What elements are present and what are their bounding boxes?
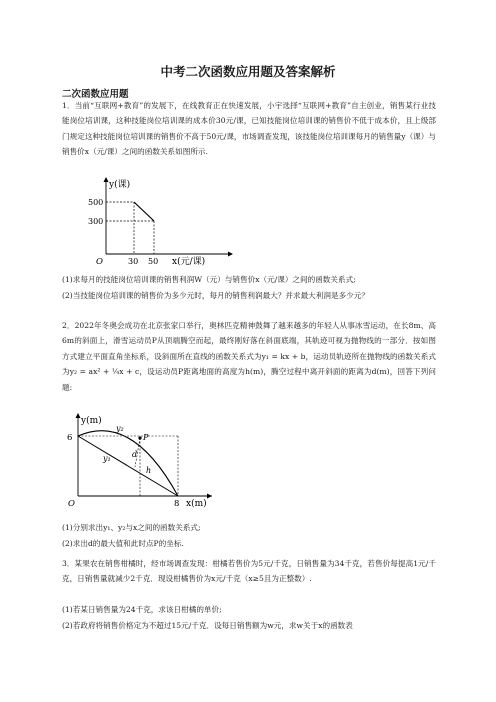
fig1-x-tick-50: 50 xyxy=(148,257,159,266)
fig2-y-tick-6: 6 xyxy=(67,433,73,443)
fig1-graph xyxy=(86,176,236,270)
section-heading: 二次函数应用题 xyxy=(62,89,129,100)
fig2-x-label: x(m) xyxy=(186,499,207,509)
fig2-y1-label: y₁ xyxy=(103,454,111,463)
fig1-x-label: x(元/课) xyxy=(172,257,206,267)
fig1-y-tick-500: 500 xyxy=(88,198,104,207)
fig2-h-label: h xyxy=(146,466,152,475)
fig2-graph xyxy=(60,412,220,512)
q1-sub1: (1)求每月的技能岗位培训课的销售利润W（元）与销售价x（元/课）之间的函数关系式; xyxy=(62,275,356,284)
fig2-y2-label: y₂ xyxy=(116,424,124,433)
fig1-y-tick-300: 300 xyxy=(88,217,104,226)
q1-stem: 1．当前“互联网+教育”的发展下，在线教育正在快速发展，小宇选择“互联网+教育”自主创业，销售某行业技能岗位培训课，这种技能岗位培训课的成本价30元/课，已知技能岗位培训课的销售价不低于成本价，且上级部门规定这种技能岗位培训课的销售价不高于50元/课，市场调查发现，该技能岗位培训课每月的销售量y（课）与销售价x（元/课）之间的函数关系如图所示. xyxy=(62,101,436,157)
fig2-parabola xyxy=(78,431,178,496)
q2-stem: 2．2022年冬奥会成功在北京张家口举行，奥林匹克精神鼓舞了越来越多的年轻人从事冰雪运动，在长8m、高6m的斜面上，滑雪运动员P从顶端腾空而起，最终刚好落在斜面底端，其轨迹可视为抛物线的一部分．按如图方式建立平面直角坐标系，设斜面所在直线的函数关系式为y₁ = kx + b，运动员轨迹所在抛物线的函数关系式为y₂ = ax² + ¼x + c，设运动员P距离地面的高度为h(m)，腾空过程中离开斜面的距离为d(m)，回答下列问题: xyxy=(62,321,436,392)
q2-sub1: (1)分别求出y₁、y₂与x之间的函数关系式; xyxy=(62,523,201,532)
fig2-point-P xyxy=(138,436,141,439)
q1-sub2: (2)当技能岗位培训课的销售价为多少元时，每月的销售利润最大？并求最大利润是多少元？ xyxy=(62,291,369,300)
fig2-x-tick-8: 8 xyxy=(174,499,180,509)
fig1-x-tick-30: 30 xyxy=(128,257,139,266)
q3-stem: 3．某果农在销售柑橘时，经市场调查发现：柑橘若售价为5元/千克，日销售量为34千克，若售价每提高1元/千克，日销售量就减少2千克．现设柑橘售价为x元/千克（x≥5且为正整数）. xyxy=(62,559,436,584)
q2-sub2: (2)求出d的最大值和此时点P的坐标. xyxy=(62,539,184,548)
fig2-origin: O xyxy=(68,499,75,509)
fig2-d-label: d xyxy=(132,450,138,459)
fig1-line-segment xyxy=(134,202,154,221)
fig1-y-label: y(课) xyxy=(109,180,131,190)
q3-sub1: (1)若某日销售量为24千克，求该日柑橘的单价; xyxy=(62,605,222,614)
fig1-origin: O xyxy=(96,257,103,267)
fig2-P-label: P xyxy=(143,433,149,442)
page-title: 中考二次函数应用题及答案解析 xyxy=(160,64,336,79)
q3-sub2: (2)若政府将销售价格定为不超过15元/千克．设每日销售额为w元，求w关于x的函数表 xyxy=(62,621,353,630)
fig2-slope-line xyxy=(78,436,178,496)
fig2-y-label: y(m) xyxy=(81,416,102,426)
